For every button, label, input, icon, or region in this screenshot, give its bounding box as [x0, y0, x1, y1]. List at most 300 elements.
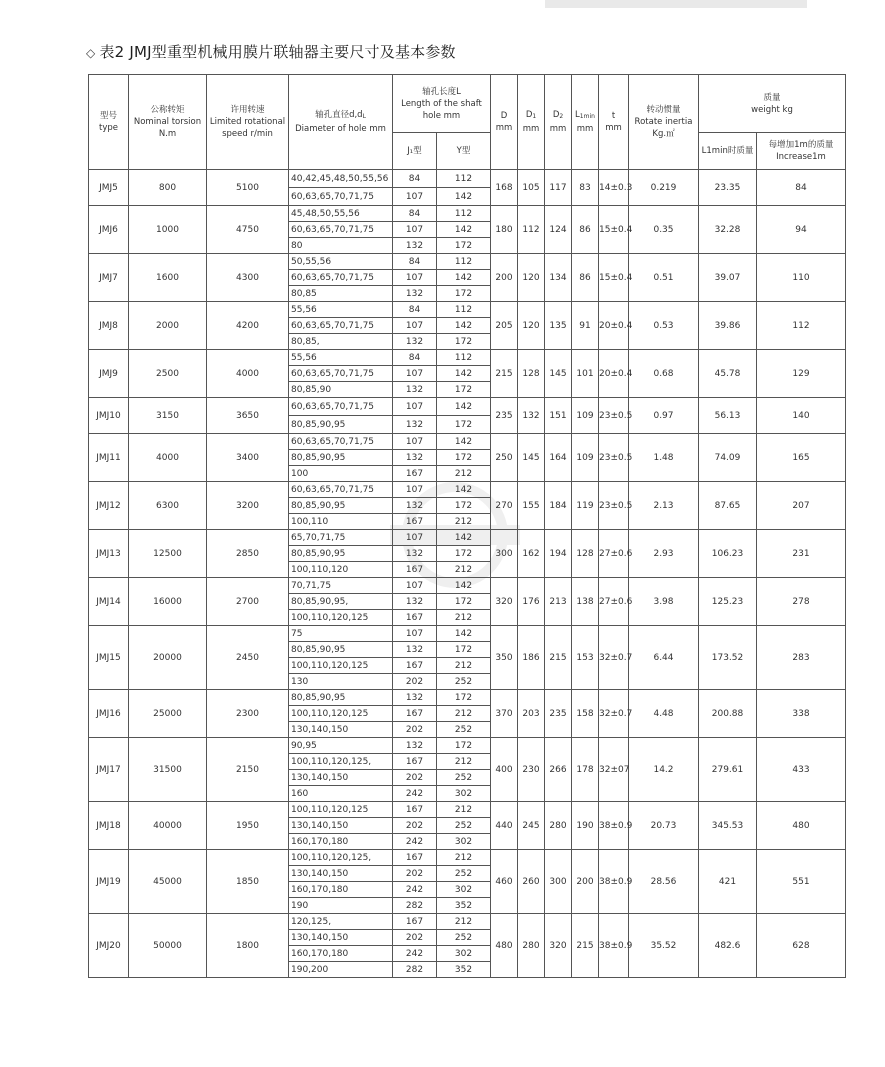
cell-hole: 60,63,65,70,71,75 — [289, 398, 393, 416]
cell-D2: 135 — [545, 302, 572, 350]
cell-D1: 280 — [518, 914, 545, 978]
cell-increase: 628 — [757, 914, 846, 978]
cell-hole: 80,85,90,95, — [289, 594, 393, 610]
cell-y: 172 — [437, 642, 491, 658]
cell-hole: 80,85,90,95 — [289, 498, 393, 514]
cell-y: 212 — [437, 658, 491, 674]
cell-D: 480 — [491, 914, 518, 978]
table-row — [89, 530, 846, 546]
cell-j1: 167 — [393, 850, 437, 866]
cell-type: JMJ14 — [89, 578, 129, 626]
cell-t: 27±0.6 — [599, 578, 629, 626]
col-hole-diameter: 轴孔直径d,dL Diameter of hole mm — [289, 75, 393, 170]
cell-inertia: 20.73 — [629, 802, 699, 850]
cell-L1min: 109 — [572, 434, 599, 482]
cell-D1: 260 — [518, 850, 545, 914]
col-weight-increase: 每增加1m的质量 Increase1m — [757, 133, 846, 170]
cell-hole: 80,85,90,95 — [289, 416, 393, 434]
cell-weight: 39.07 — [699, 254, 757, 302]
cell-weight: 279.61 — [699, 738, 757, 802]
page-title-text: 表2 JMJ型重型机械用膜片联轴器主要尺寸及基本参数 — [99, 43, 456, 61]
cell-D2: 300 — [545, 850, 572, 914]
table-row — [89, 914, 846, 930]
table-row — [89, 690, 846, 706]
cell-torque: 45000 — [129, 850, 207, 914]
cell-D: 270 — [491, 482, 518, 530]
cell-j1: 107 — [393, 578, 437, 594]
cell-y: 252 — [437, 674, 491, 690]
table-row — [89, 398, 846, 416]
cell-hole: 75 — [289, 626, 393, 642]
table-row — [89, 850, 846, 866]
cell-increase: 207 — [757, 482, 846, 530]
cell-hole: 55,56 — [289, 302, 393, 318]
cell-hole: 80,85,90,95 — [289, 642, 393, 658]
cell-torque: 2500 — [129, 350, 207, 398]
cell-torque: 40000 — [129, 802, 207, 850]
cell-y: 142 — [437, 626, 491, 642]
cell-D2: 124 — [545, 206, 572, 254]
col-L1min: L1min mm — [572, 75, 599, 170]
col-torque: 公称转矩 Nominal torsion N.m — [129, 75, 207, 170]
cell-increase: 94 — [757, 206, 846, 254]
cell-increase: 165 — [757, 434, 846, 482]
cell-hole: 130,140,150 — [289, 818, 393, 834]
cell-speed: 5100 — [207, 170, 289, 206]
cell-hole: 130,140,150 — [289, 722, 393, 738]
cell-L1min: 128 — [572, 530, 599, 578]
cell-y: 252 — [437, 722, 491, 738]
cell-t: 38±0.9 — [599, 850, 629, 914]
cell-j1: 202 — [393, 674, 437, 690]
cell-torque: 31500 — [129, 738, 207, 802]
cell-hole: 100,110,120,125 — [289, 706, 393, 722]
cell-j1: 107 — [393, 188, 437, 206]
cell-D1: 155 — [518, 482, 545, 530]
cell-inertia: 0.68 — [629, 350, 699, 398]
cell-hole: 60,63,65,70,71,75 — [289, 318, 393, 334]
cell-y: 142 — [437, 530, 491, 546]
cell-t: 38±0.9 — [599, 914, 629, 978]
cell-increase: 129 — [757, 350, 846, 398]
cell-y: 252 — [437, 770, 491, 786]
cell-D2: 215 — [545, 626, 572, 690]
cell-y: 302 — [437, 786, 491, 802]
cell-j1: 107 — [393, 398, 437, 416]
cell-t: 23±0.5 — [599, 434, 629, 482]
cell-weight: 39.86 — [699, 302, 757, 350]
cell-weight: 106.23 — [699, 530, 757, 578]
cell-y: 302 — [437, 834, 491, 850]
cell-type: JMJ18 — [89, 802, 129, 850]
cell-y: 112 — [437, 206, 491, 222]
cell-j1: 107 — [393, 222, 437, 238]
cell-j1: 84 — [393, 170, 437, 188]
cell-j1: 167 — [393, 706, 437, 722]
cell-y: 172 — [437, 450, 491, 466]
cell-y: 172 — [437, 238, 491, 254]
cell-type: JMJ11 — [89, 434, 129, 482]
cell-hole: 160,170,180 — [289, 946, 393, 962]
cell-D1: 120 — [518, 302, 545, 350]
table-row — [89, 254, 846, 270]
cell-torque: 4000 — [129, 434, 207, 482]
cell-type: JMJ15 — [89, 626, 129, 690]
cell-y: 212 — [437, 802, 491, 818]
col-shaft-length: 轴孔长度L Length of the shaft hole mm — [393, 75, 491, 133]
cell-t: 20±0.4 — [599, 302, 629, 350]
cell-increase: 480 — [757, 802, 846, 850]
cell-t: 27±0.6 — [599, 530, 629, 578]
cell-hole: 65,70,71,75 — [289, 530, 393, 546]
cell-D2: 213 — [545, 578, 572, 626]
cell-j1: 84 — [393, 302, 437, 318]
cell-torque: 800 — [129, 170, 207, 206]
cell-j1: 132 — [393, 416, 437, 434]
cell-hole: 120,125, — [289, 914, 393, 930]
cell-j1: 107 — [393, 482, 437, 498]
cell-speed: 2450 — [207, 626, 289, 690]
cell-j1: 242 — [393, 946, 437, 962]
cell-j1: 282 — [393, 898, 437, 914]
cell-y: 212 — [437, 914, 491, 930]
cell-y: 112 — [437, 350, 491, 366]
cell-increase: 338 — [757, 690, 846, 738]
cell-torque: 1600 — [129, 254, 207, 302]
cell-D: 370 — [491, 690, 518, 738]
col-D1: D1 mm — [518, 75, 545, 170]
cell-y: 212 — [437, 562, 491, 578]
cell-hole: 80,85, — [289, 334, 393, 350]
table-row — [89, 802, 846, 818]
cell-type: JMJ19 — [89, 850, 129, 914]
cell-torque: 3150 — [129, 398, 207, 434]
cell-weight: 421 — [699, 850, 757, 914]
cell-L1min: 109 — [572, 398, 599, 434]
cell-y: 212 — [437, 514, 491, 530]
cell-y: 212 — [437, 706, 491, 722]
cell-j1: 132 — [393, 642, 437, 658]
col-D2: D2 mm — [545, 75, 572, 170]
cell-y: 172 — [437, 738, 491, 754]
cell-hole: 190,200 — [289, 962, 393, 978]
table-body — [89, 170, 846, 978]
cell-y: 142 — [437, 398, 491, 416]
cell-torque: 25000 — [129, 690, 207, 738]
cell-hole: 100,110,120 — [289, 562, 393, 578]
table-row — [89, 578, 846, 594]
cell-hole: 100,110 — [289, 514, 393, 530]
cell-weight: 345.53 — [699, 802, 757, 850]
cell-j1: 107 — [393, 366, 437, 382]
cell-y: 172 — [437, 498, 491, 514]
cell-D1: 145 — [518, 434, 545, 482]
cell-L1min: 101 — [572, 350, 599, 398]
cell-type: JMJ13 — [89, 530, 129, 578]
cell-hole: 80,85,90 — [289, 382, 393, 398]
cell-D1: 230 — [518, 738, 545, 802]
cell-j1: 84 — [393, 350, 437, 366]
cell-inertia: 4.48 — [629, 690, 699, 738]
cell-y: 142 — [437, 222, 491, 238]
cell-speed: 1800 — [207, 914, 289, 978]
cell-t: 23±0.5 — [599, 398, 629, 434]
cell-type: JMJ17 — [89, 738, 129, 802]
cell-increase: 231 — [757, 530, 846, 578]
cell-j1: 132 — [393, 498, 437, 514]
cell-torque: 1000 — [129, 206, 207, 254]
cell-y: 172 — [437, 382, 491, 398]
cell-inertia: 2.13 — [629, 482, 699, 530]
table-row — [89, 302, 846, 318]
cell-speed: 2700 — [207, 578, 289, 626]
cell-y: 302 — [437, 882, 491, 898]
cell-weight: 56.13 — [699, 398, 757, 434]
top-scroll-strip — [545, 0, 807, 8]
cell-weight: 482.6 — [699, 914, 757, 978]
cell-L1min: 200 — [572, 850, 599, 914]
cell-y: 112 — [437, 254, 491, 270]
cell-L1min: 86 — [572, 254, 599, 302]
cell-hole: 160 — [289, 786, 393, 802]
cell-D: 215 — [491, 350, 518, 398]
cell-y: 142 — [437, 482, 491, 498]
cell-j1: 282 — [393, 962, 437, 978]
cell-D1: 176 — [518, 578, 545, 626]
cell-j1: 132 — [393, 382, 437, 398]
cell-type: JMJ5 — [89, 170, 129, 206]
cell-j1: 167 — [393, 562, 437, 578]
cell-hole: 160,170,180 — [289, 882, 393, 898]
cell-speed: 3400 — [207, 434, 289, 482]
cell-D1: 128 — [518, 350, 545, 398]
cell-j1: 107 — [393, 434, 437, 450]
cell-D2: 117 — [545, 170, 572, 206]
cell-hole: 70,71,75 — [289, 578, 393, 594]
cell-D: 460 — [491, 850, 518, 914]
cell-inertia: 2.93 — [629, 530, 699, 578]
cell-y: 142 — [437, 188, 491, 206]
cell-D: 205 — [491, 302, 518, 350]
cell-L1min: 119 — [572, 482, 599, 530]
cell-D: 440 — [491, 802, 518, 850]
cell-D1: 162 — [518, 530, 545, 578]
col-speed: 许用转速 Limited rotational speed r/min — [207, 75, 289, 170]
cell-y: 172 — [437, 690, 491, 706]
cell-type: JMJ9 — [89, 350, 129, 398]
cell-hole: 60,63,65,70,71,75 — [289, 270, 393, 286]
cell-torque: 16000 — [129, 578, 207, 626]
cell-speed: 4300 — [207, 254, 289, 302]
cell-j1: 242 — [393, 786, 437, 802]
cell-j1: 242 — [393, 882, 437, 898]
table-row — [89, 170, 846, 188]
cell-D1: 245 — [518, 802, 545, 850]
cell-hole: 60,63,65,70,71,75 — [289, 482, 393, 498]
cell-hole: 160,170,180 — [289, 834, 393, 850]
table-row — [89, 350, 846, 366]
cell-y: 352 — [437, 898, 491, 914]
cell-hole: 190 — [289, 898, 393, 914]
cell-hole: 100,110,120,125 — [289, 658, 393, 674]
cell-hole: 130,140,150 — [289, 866, 393, 882]
cell-y: 212 — [437, 610, 491, 626]
cell-increase: 278 — [757, 578, 846, 626]
cell-weight: 87.65 — [699, 482, 757, 530]
col-D: D mm — [491, 75, 518, 170]
cell-j1: 167 — [393, 658, 437, 674]
cell-j1: 167 — [393, 514, 437, 530]
cell-t: 20±0.4 — [599, 350, 629, 398]
cell-hole: 60,63,65,70,71,75 — [289, 188, 393, 206]
cell-j1: 167 — [393, 914, 437, 930]
cell-j1: 167 — [393, 802, 437, 818]
cell-y: 172 — [437, 416, 491, 434]
cell-weight: 74.09 — [699, 434, 757, 482]
cell-speed: 3650 — [207, 398, 289, 434]
cell-type: JMJ16 — [89, 690, 129, 738]
cell-weight: 32.28 — [699, 206, 757, 254]
cell-y: 252 — [437, 818, 491, 834]
cell-D: 200 — [491, 254, 518, 302]
cell-D2: 194 — [545, 530, 572, 578]
cell-speed: 1950 — [207, 802, 289, 850]
cell-j1: 132 — [393, 738, 437, 754]
cell-y: 252 — [437, 866, 491, 882]
cell-speed: 2300 — [207, 690, 289, 738]
cell-D2: 235 — [545, 690, 572, 738]
cell-type: JMJ10 — [89, 398, 129, 434]
diamond-icon: ◇ — [86, 46, 96, 60]
table-row — [89, 738, 846, 754]
cell-weight: 45.78 — [699, 350, 757, 398]
cell-y: 142 — [437, 434, 491, 450]
cell-D: 180 — [491, 206, 518, 254]
cell-j1: 84 — [393, 206, 437, 222]
cell-t: 15±0.4 — [599, 254, 629, 302]
col-j1: J₁型 — [393, 133, 437, 170]
cell-j1: 107 — [393, 626, 437, 642]
cell-D: 350 — [491, 626, 518, 690]
cell-hole: 100 — [289, 466, 393, 482]
cell-t: 32±07 — [599, 738, 629, 802]
cell-L1min: 91 — [572, 302, 599, 350]
cell-D: 300 — [491, 530, 518, 578]
table-header — [89, 75, 846, 170]
cell-weight: 23.35 — [699, 170, 757, 206]
col-weight-l1min: L1min时质量 — [699, 133, 757, 170]
cell-L1min: 83 — [572, 170, 599, 206]
col-inertia: 转动惯量 Rotate inertia Kg.㎡ — [629, 75, 699, 170]
cell-hole: 60,63,65,70,71,75 — [289, 434, 393, 450]
cell-D1: 112 — [518, 206, 545, 254]
cell-L1min: 86 — [572, 206, 599, 254]
cell-hole: 100,110,120,125, — [289, 850, 393, 866]
cell-inertia: 0.35 — [629, 206, 699, 254]
cell-D2: 184 — [545, 482, 572, 530]
cell-hole: 45,48,50,55,56 — [289, 206, 393, 222]
cell-D: 235 — [491, 398, 518, 434]
cell-y: 212 — [437, 754, 491, 770]
cell-t: 32±0.7 — [599, 626, 629, 690]
cell-increase: 433 — [757, 738, 846, 802]
cell-speed: 4200 — [207, 302, 289, 350]
cell-L1min: 190 — [572, 802, 599, 850]
cell-hole: 40,42,45,48,50,55,56 — [289, 170, 393, 188]
cell-j1: 202 — [393, 722, 437, 738]
cell-inertia: 0.97 — [629, 398, 699, 434]
cell-D2: 134 — [545, 254, 572, 302]
cell-j1: 132 — [393, 594, 437, 610]
cell-L1min: 153 — [572, 626, 599, 690]
cell-D: 400 — [491, 738, 518, 802]
cell-D: 320 — [491, 578, 518, 626]
cell-increase: 110 — [757, 254, 846, 302]
cell-inertia: 6.44 — [629, 626, 699, 690]
cell-speed: 3200 — [207, 482, 289, 530]
table-row — [89, 206, 846, 222]
cell-y: 212 — [437, 850, 491, 866]
cell-increase: 112 — [757, 302, 846, 350]
cell-speed: 4750 — [207, 206, 289, 254]
cell-hole: 90,95 — [289, 738, 393, 754]
cell-y: 142 — [437, 318, 491, 334]
cell-y: 252 — [437, 930, 491, 946]
cell-hole: 80 — [289, 238, 393, 254]
cell-D2: 280 — [545, 802, 572, 850]
col-weight: 质量 weight kg — [699, 75, 846, 133]
cell-j1: 132 — [393, 286, 437, 302]
cell-hole: 80,85,90,95 — [289, 690, 393, 706]
cell-j1: 202 — [393, 770, 437, 786]
cell-j1: 132 — [393, 690, 437, 706]
cell-hole: 130,140,150 — [289, 930, 393, 946]
cell-j1: 84 — [393, 254, 437, 270]
cell-y: 172 — [437, 286, 491, 302]
cell-y: 112 — [437, 302, 491, 318]
cell-torque: 12500 — [129, 530, 207, 578]
cell-hole: 100,110,120,125 — [289, 802, 393, 818]
col-y: Y型 — [437, 133, 491, 170]
cell-inertia: 0.53 — [629, 302, 699, 350]
cell-type: JMJ20 — [89, 914, 129, 978]
cell-j1: 132 — [393, 334, 437, 350]
cell-y: 142 — [437, 578, 491, 594]
cell-y: 142 — [437, 270, 491, 286]
cell-inertia: 0.51 — [629, 254, 699, 302]
cell-t: 14±0.3 — [599, 170, 629, 206]
cell-weight: 125.23 — [699, 578, 757, 626]
cell-speed: 2150 — [207, 738, 289, 802]
cell-hole: 80,85,90,95 — [289, 546, 393, 562]
cell-inertia: 3.98 — [629, 578, 699, 626]
cell-increase: 551 — [757, 850, 846, 914]
cell-D1: 203 — [518, 690, 545, 738]
cell-hole: 60,63,65,70,71,75 — [289, 222, 393, 238]
cell-hole: 80,85,90,95 — [289, 450, 393, 466]
table-row — [89, 434, 846, 450]
col-type: 型号 type — [89, 75, 129, 170]
cell-j1: 167 — [393, 610, 437, 626]
cell-D2: 145 — [545, 350, 572, 398]
cell-y: 352 — [437, 962, 491, 978]
spec-table — [88, 74, 846, 978]
cell-increase: 283 — [757, 626, 846, 690]
cell-speed: 2850 — [207, 530, 289, 578]
col-t: t mm — [599, 75, 629, 170]
cell-j1: 132 — [393, 238, 437, 254]
cell-increase: 84 — [757, 170, 846, 206]
